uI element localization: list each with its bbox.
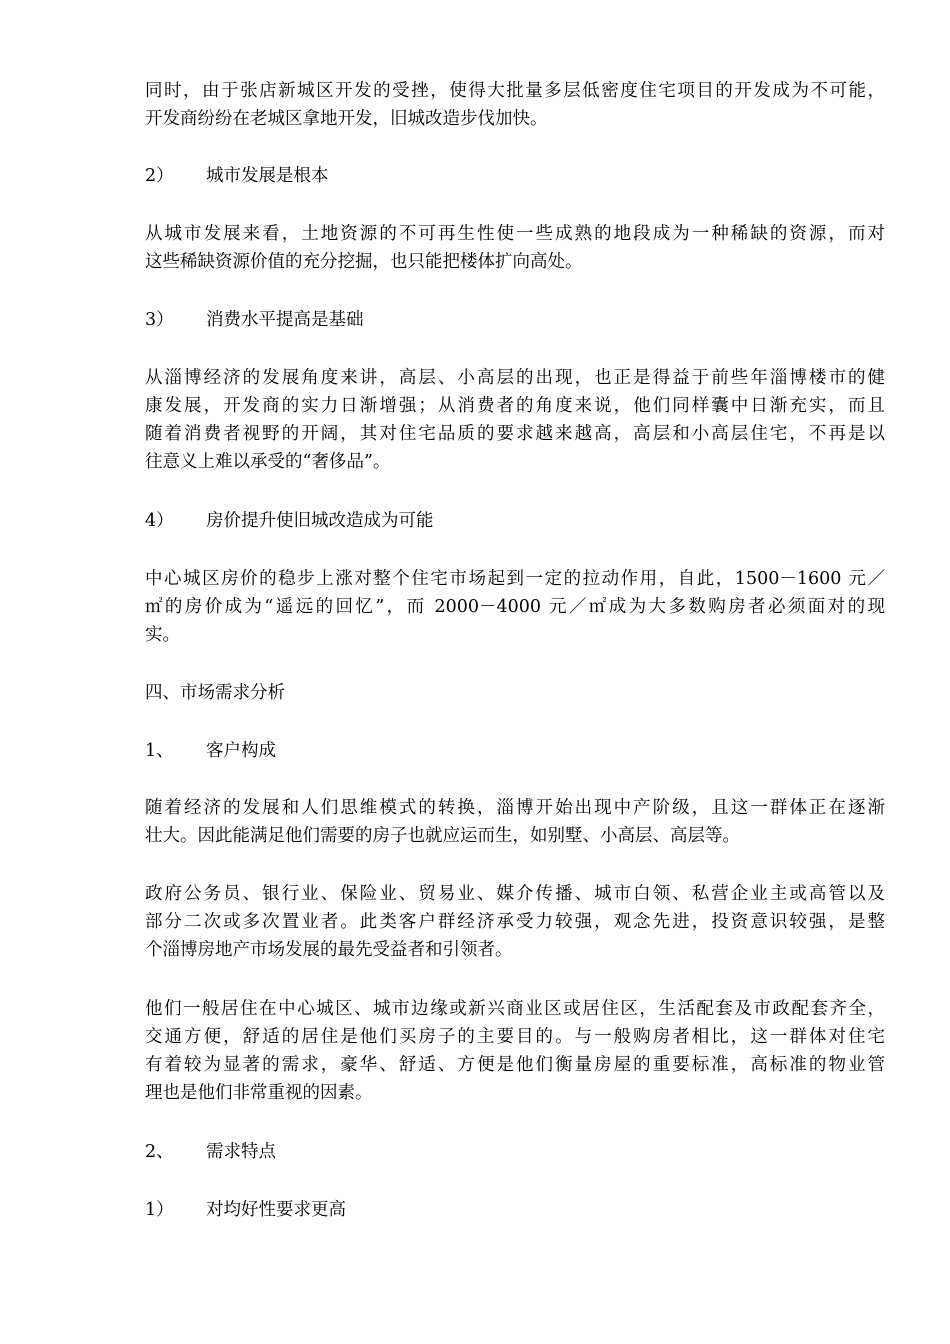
section-heading-market-demand: 四、市场需求分析 [145,683,285,703]
paragraph-middle-class [145,794,885,850]
subheading-consumption-level [145,306,364,334]
heading-text: 需求特点 [206,1142,276,1162]
heading-text: 对均好性要求更高 [206,1200,346,1220]
text-line: 开发商纷纷在老城区拿地开发，旧城改造步伐加快。 [145,109,548,129]
paragraph-housing-prices [145,565,885,649]
text-line: ㎡的房价成为“遥远的回忆”，而 2000－4000 元／㎡成为大多数购房者必须面对的现 [145,597,885,617]
subheading-customer-composition [145,737,276,765]
subheading-balance-requirements [145,1196,346,1224]
text-line: 从淄博经济的发展角度来讲，高层、小高层的出现，也正是得益于前些年淄博楼市的健 [145,368,885,388]
heading-number: 3） [145,310,174,330]
text-line: 政府公务员、银行业、保险业、贸易业、媒介传播、城市白领、私营企业主或高管以及 [145,884,885,904]
paragraph-zibo-economy [145,364,885,476]
text-line: 往意义上难以承受的“奢侈品”。 [145,452,391,472]
text-line: 壮大。因此能满足他们需要的房子也就应运而生，如别墅、小高层、高层等。 [145,826,740,846]
subheading-city-development [145,162,329,190]
text-line: 个淄博房地产市场发展的最先受益者和引领者。 [145,940,513,960]
heading-text: 客户构成 [206,741,276,761]
text-line: 康发展，开发商的实力日渐增强；从消费者的角度来说，他们同样囊中日渐充实，而且 [145,396,885,416]
heading-number: 2） [145,166,174,186]
text-line: 这些稀缺资源价值的充分挖掘，也只能把楼体扩向高处。 [145,252,583,272]
paragraph-old-city-development [145,77,885,133]
heading-text: 房价提升使旧城改造成为可能 [206,511,434,531]
text-line: 部分二次或多次置业者。此类客户群经济承受力较强，观念先进，投资意识较强，是整 [145,912,885,932]
text-line: 有着较为显著的需求，豪华、舒适、方便是他们衡量房屋的重要标准，高标准的物业管 [145,1055,885,1075]
heading-text: 城市发展是根本 [206,166,329,186]
heading-number: 1） [145,1200,174,1220]
text-line: 同时，由于张店新城区开发的受挫，使得大批量多层低密度住宅项目的开发成为不可能， [145,81,885,101]
text-line: 实。 [145,625,180,645]
subheading-price-increase [145,507,434,535]
subheading-demand-characteristics [145,1138,276,1166]
text-line: 他们一般居住在中心城区、城市边缘或新兴商业区或居住区，生活配套及市政配套齐全， [145,999,885,1019]
heading-number: 2、 [145,1142,174,1162]
text-line: 随着消费者视野的开阔，其对住宅品质的要求越来越高，高层和小高层住宅，不再是以 [145,424,885,444]
text-line: 中心城区房价的稳步上涨对整个住宅市场起到一定的拉动作用，自此，1500－1600 元／ [145,569,885,589]
text-line: 理也是他们非常重视的因素。 [145,1083,373,1103]
heading-text: 消费水平提高是基础 [206,310,364,330]
text-line: 从城市发展来看，土地资源的不可再生性使一些成熟的地段成为一种稀缺的资源，而对 [145,224,885,244]
heading-number: 1、 [145,741,174,761]
paragraph-living-preferences [145,995,885,1107]
paragraph-land-resources [145,220,885,276]
text-line: 随着经济的发展和人们思维模式的转换，淄博开始出现中产阶级，且这一群体正在逐渐 [145,798,885,818]
paragraph-customer-groups [145,880,885,964]
text-line: 交通方便，舒适的居住是他们买房子的主要目的。与一般购房者相比，这一群体对住宅 [145,1027,885,1047]
heading-number: 4） [145,511,174,531]
